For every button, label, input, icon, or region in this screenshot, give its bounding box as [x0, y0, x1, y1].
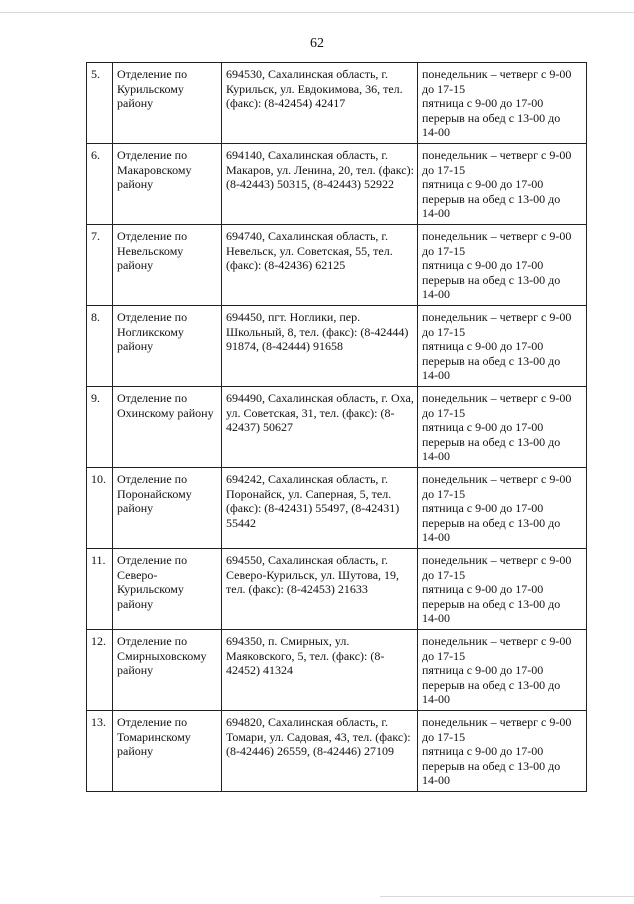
office-name: Отделение по Поронайскому району	[113, 468, 222, 549]
hours-line: до 17-15	[422, 405, 466, 420]
hours-line: пятница с 9-00 до 17-00	[422, 339, 544, 353]
office-hours	[418, 387, 587, 468]
table-row	[87, 711, 587, 792]
scan-artifact-line	[0, 12, 634, 13]
office-name: Отделение по Макаровскому району	[113, 144, 222, 225]
hours-line: 14-00	[422, 206, 450, 220]
row-number: 13.	[87, 711, 113, 792]
hours-line: перерыв на обед с 13-00 до	[422, 596, 561, 611]
page-number: 62	[310, 36, 324, 51]
hours-line: перерыв на обед с 13-00 до	[422, 434, 561, 449]
office-name: Отделение по Невельскому району	[113, 225, 222, 306]
office-address: 694740, Сахалинская область, г. Невельск, ул. Советская, 55, тел. (факс): (8-42436) 62125	[222, 225, 418, 306]
hours-line: до 17-15	[422, 243, 466, 258]
office-hours	[418, 468, 587, 549]
office-hours	[418, 63, 587, 144]
row-number: 10.	[87, 468, 113, 549]
hours-line: 14-00	[422, 368, 450, 382]
row-number: 7.	[87, 225, 113, 306]
office-address: 694530, Сахалинская область, г. Курильск, ул. Евдокимова, 36, тел. (факс): (8-42454) 42417	[222, 63, 418, 144]
office-hours	[418, 711, 587, 792]
hours-line: понедельник – четверг с 9-00	[422, 67, 572, 81]
hours-line: понедельник – четверг с 9-00	[422, 310, 572, 324]
office-address: 694140, Сахалинская область, г. Макаров, ул. Ленина, 20, тел. (факс): (8-42443) 50315, (8-42443) 52922	[222, 144, 418, 225]
offices-table	[86, 62, 587, 792]
hours-line: 14-00	[422, 125, 450, 139]
table-row	[87, 387, 587, 468]
office-address: 694450, пгт. Ноглики, пер. Школьный, 8, тел. (факс): (8-42444) 91874, (8-42444) 91658	[222, 306, 418, 387]
row-number: 12.	[87, 630, 113, 711]
table-row	[87, 144, 587, 225]
table-row	[87, 630, 587, 711]
hours-line: 14-00	[422, 611, 450, 625]
hours-line: до 17-15	[422, 81, 466, 96]
hours-line: 14-00	[422, 773, 450, 787]
scan-artifact-line	[380, 896, 634, 897]
office-name: Отделение по Северо-Курильскому району	[113, 549, 222, 630]
hours-line: перерыв на обед с 13-00 до	[422, 758, 561, 773]
row-number: 11.	[87, 549, 113, 630]
hours-line: 14-00	[422, 692, 450, 706]
hours-line: 14-00	[422, 287, 450, 301]
row-number: 5.	[87, 63, 113, 144]
table-row	[87, 306, 587, 387]
hours-line: 14-00	[422, 530, 450, 544]
hours-line: перерыв на обед с 13-00 до	[422, 272, 561, 287]
hours-line: перерыв на обед с 13-00 до	[422, 191, 561, 206]
table-row	[87, 63, 587, 144]
hours-line: до 17-15	[422, 162, 466, 177]
row-number: 8.	[87, 306, 113, 387]
table-row	[87, 468, 587, 549]
office-hours	[418, 630, 587, 711]
hours-line: пятница с 9-00 до 17-00	[422, 744, 544, 758]
hours-line: до 17-15	[422, 648, 466, 663]
hours-line: до 17-15	[422, 486, 466, 501]
hours-line: пятница с 9-00 до 17-00	[422, 258, 544, 272]
hours-line: до 17-15	[422, 729, 466, 744]
hours-line: перерыв на обед с 13-00 до	[422, 110, 561, 125]
office-hours	[418, 306, 587, 387]
office-address: 694820, Сахалинская область, г. Томари, ул. Садовая, 43, тел. (факс): (8-42446) 26559, (8-42446) 27109	[222, 711, 418, 792]
row-number: 6.	[87, 144, 113, 225]
office-address: 694350, п. Смирных, ул. Маяковского, 5, тел. (факс): (8-42452) 41324	[222, 630, 418, 711]
office-name: Отделение по Курильскому району	[113, 63, 222, 144]
table-row	[87, 225, 587, 306]
hours-line: до 17-15	[422, 324, 466, 339]
office-address: 694550, Сахалинская область, г. Северо-Курильск, ул. Шутова, 19, тел. (факс): (8-42453) 21633	[222, 549, 418, 630]
hours-line: понедельник – четверг с 9-00	[422, 229, 572, 243]
office-hours	[418, 225, 587, 306]
hours-line: пятница с 9-00 до 17-00	[422, 663, 544, 677]
hours-line: пятница с 9-00 до 17-00	[422, 582, 544, 596]
hours-line: понедельник – четверг с 9-00	[422, 553, 572, 567]
offices-table-body	[87, 63, 587, 792]
hours-line: понедельник – четверг с 9-00	[422, 472, 572, 486]
hours-line: пятница с 9-00 до 17-00	[422, 420, 544, 434]
office-address: 694490, Сахалинская область, г. Оха, ул. Советская, 31, тел. (факс): (8-42437) 50627	[222, 387, 418, 468]
hours-line: понедельник – четверг с 9-00	[422, 715, 572, 729]
hours-line: перерыв на обед с 13-00 до	[422, 515, 561, 530]
hours-line: до 17-15	[422, 567, 466, 582]
hours-line: пятница с 9-00 до 17-00	[422, 501, 544, 515]
table-row	[87, 549, 587, 630]
office-hours	[418, 144, 587, 225]
office-hours	[418, 549, 587, 630]
hours-line: пятница с 9-00 до 17-00	[422, 96, 544, 110]
office-address: 694242, Сахалинская область, г. Поронайск, ул. Саперная, 5, тел. (факс): (8-42431) 55497, (8-42431) 55442	[222, 468, 418, 549]
hours-line: понедельник – четверг с 9-00	[422, 391, 572, 405]
row-number: 9.	[87, 387, 113, 468]
office-name: Отделение по Ногликскому району	[113, 306, 222, 387]
hours-line: пятница с 9-00 до 17-00	[422, 177, 544, 191]
hours-line: понедельник – четверг с 9-00	[422, 634, 572, 648]
hours-line: перерыв на обед с 13-00 до	[422, 353, 561, 368]
office-name: Отделение по Томаринскому району	[113, 711, 222, 792]
office-name: Отделение по Охинскому району	[113, 387, 222, 468]
hours-line: 14-00	[422, 449, 450, 463]
hours-line: понедельник – четверг с 9-00	[422, 148, 572, 162]
hours-line: перерыв на обед с 13-00 до	[422, 677, 561, 692]
office-name: Отделение по Смирныховскому району	[113, 630, 222, 711]
